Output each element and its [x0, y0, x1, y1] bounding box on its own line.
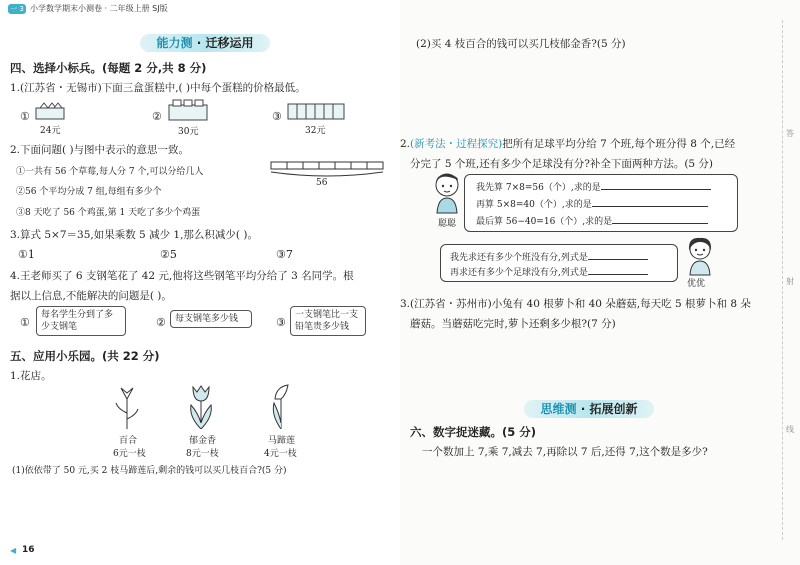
girl-line-1: 我先求还有多少个班没有分,列式是	[450, 250, 648, 263]
boy-name: 聪聪	[438, 219, 457, 229]
page-number: 16	[22, 545, 35, 555]
header-title: 小学数学期末小测卷 · 二年级上册 SJ版	[30, 4, 168, 13]
flowershop-sub2: (2)买 4 枝百合的钱可以买几枝郁金香?(5 分)	[416, 38, 626, 50]
boy-icon	[430, 172, 464, 214]
q1-opt1-price: 24元	[40, 126, 61, 136]
flowershop-sub1: (1)依依带了 50 元,买 2 枝马蹄莲后,剩余的钱可以买几枝百合?(5 分)	[12, 466, 287, 476]
flower-1-name: 百合	[119, 436, 138, 446]
banner-part2: 迁移运用	[205, 36, 254, 50]
segment-diagram	[270, 160, 385, 184]
flower-2-price: 8元一枝	[186, 449, 219, 459]
boy-line-1: 我先算 7×8=56（个）,求的是	[476, 180, 711, 193]
page-arrow-icon: ◀	[10, 546, 17, 555]
q1-opt2-price: 30元	[178, 127, 199, 137]
q4-opt2-num: ②	[156, 316, 166, 329]
banner2-part1: 思维测	[540, 402, 577, 416]
boy-line-3: 最后算 56−40=16（个）,求的是	[476, 214, 708, 227]
girl-icon	[684, 236, 716, 276]
right-page	[400, 0, 800, 565]
side-mark-2: 射	[786, 277, 794, 286]
flower-2-name: 郁金香	[189, 436, 217, 446]
tulip-icon	[186, 383, 216, 429]
cake-box-3-icon	[287, 100, 345, 120]
banner-sep: ·	[192, 36, 206, 50]
thinking-banner	[524, 400, 654, 418]
side-mark-1: 答	[786, 129, 794, 138]
calla-lily-icon	[266, 383, 296, 429]
q3-opt3: ③7	[276, 248, 293, 261]
flower-1-price: 6元一枝	[113, 449, 146, 459]
q4-opt3-box: 一支钢笔比一支铅笔贵多少钱	[290, 306, 366, 336]
q2-text: 2.下面问题( )与图中表示的意思一致。	[10, 144, 190, 156]
binding-line	[782, 20, 783, 540]
girl-line-2: 再求还有多少个足球没有分,列式是	[450, 265, 648, 278]
header-tag: 一 3	[8, 4, 26, 14]
q2-item-2: ②56 个平均分成 7 组,每组有多少个	[16, 187, 162, 197]
q4-opt2-box: 每支钢笔多少钱	[170, 310, 252, 328]
cake-box-2-icon	[168, 99, 208, 121]
r-q2-line1-rest: 把所有足球平均分给 7 个班,每个班分得 8 个,已经	[502, 138, 736, 150]
r-q2-line2: 分完了 5 个班,还有多少个足球没有分?补全下面两种方法。(5 分)	[410, 158, 714, 170]
q1-opt3-num: ③	[272, 110, 282, 123]
q3-opt2: ②5	[160, 248, 177, 261]
q2-item-3: ③8 天吃了 56 个鸡蛋,第 1 天吃了多少个鸡蛋	[16, 208, 201, 218]
q1-text: 1.(江苏省・无锡市)下面三盒蛋糕中,( )中每个蛋糕的价格最低。	[10, 82, 306, 94]
cake-box-1-icon	[35, 102, 65, 120]
q4-opt1-num: ①	[20, 316, 30, 329]
q4-line1: 4.王老师买了 6 支钢笔花了 42 元,他将这些钢笔平均分给了 3 名同学。根	[10, 270, 354, 282]
flower-3-price: 4元一枝	[264, 449, 297, 459]
section-5-title: 五、应用小乐园。(共 22 分)	[10, 349, 160, 363]
q3-opt1: ①1	[18, 248, 35, 261]
banner-part1: 能力测	[156, 36, 193, 50]
q3-text: 3.算式 5×7＝35,如果乘数 5 减少 1,那么积减少( )。	[10, 229, 258, 241]
side-mark-3: 线	[786, 425, 794, 434]
section-4-title: 四、选择小标兵。(每题 2 分,共 8 分)	[10, 61, 207, 75]
q4-opt3-num: ③	[276, 316, 286, 329]
flower-3-name: 马蹄莲	[268, 436, 296, 446]
q1-opt2-num: ②	[152, 110, 162, 123]
flowershop-title: 1.花店。	[10, 370, 52, 382]
r-q2-line1: 2.(新考法・过程探究)把所有足球平均分给 7 个班,每个班分得 8 个,已经	[400, 138, 736, 150]
boy-line-2: 再算 5×8=40（个）,求的是	[476, 197, 708, 210]
girl-name: 优优	[687, 279, 706, 289]
q1-opt3-price: 32元	[305, 126, 326, 136]
q2-item-1: ①一共有 56 个草莓,每人分 7 个,可以分给几人	[16, 167, 204, 177]
segment-label: 56	[316, 178, 328, 188]
lily-icon	[112, 385, 142, 429]
ability-banner	[140, 34, 270, 52]
q4-opt1-box: 每名学生分到了多少支钢笔	[36, 306, 126, 336]
q4-line2: 据以上信息,不能解决的问题是( )。	[10, 290, 172, 302]
section-6-title: 六、数字捉迷藏。(5 分)	[410, 425, 537, 439]
banner2-part2: 拓展创新	[589, 402, 638, 416]
r-q3-line1: 3.(江苏省・苏州市)小兔有 40 根萝卜和 40 朵蘑菇,每天吃 5 根萝卜和 8 朵	[400, 298, 751, 310]
r-q3-line2: 蘑菇。当蘑菇吃完时,萝卜还剩多少根?(7 分)	[410, 318, 616, 330]
q1-opt1-num: ①	[20, 110, 30, 123]
banner2-sep: ·	[576, 402, 590, 416]
section-6-text: 一个数加上 7,乘 7,减去 7,再除以 7 后,还得 7,这个数是多少?	[422, 446, 708, 458]
r-q2-tag: (新考法・过程探究)	[410, 138, 503, 150]
